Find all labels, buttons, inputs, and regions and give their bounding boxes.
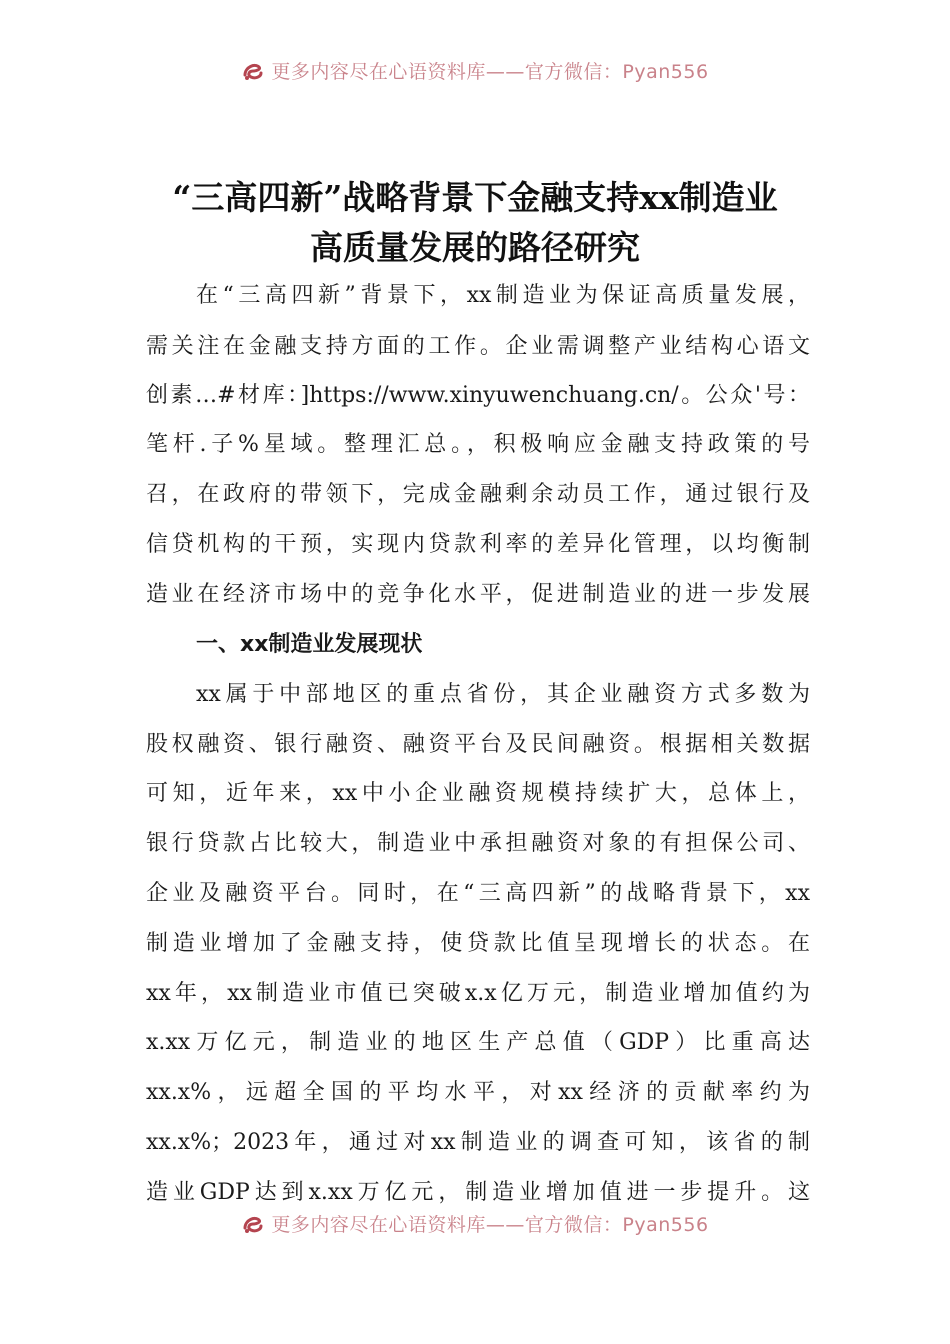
text-line: 企业及融资平台。同时，在“三高四新”的战略背景下，xx [146,881,810,906]
text-line: 制造业增加了金融支持，使贷款比值呈现增长的状态。在 [146,931,810,956]
text-line: 银行贷款占比较大，制造业中承担融资对象的有担保公司、 [146,831,810,856]
text-line: xx.x%，远超全国的平均水平，对xx经济的贡献率约为 [146,1080,810,1105]
text-line: 笔杆.子%星域。整理汇总。，积极响应金融支持政策的号 [146,432,810,457]
text-line: xx年，xx制造业市值已突破x.x亿万元，制造业增加值约为 [146,981,810,1006]
header-watermark [0,53,950,87]
text-line: xx属于中部地区的重点省份，其企业融资方式多数为 [196,682,810,707]
text-line: 创素…#材库：]https://www.xinyuwenchuang.cn/。公众'号： [146,383,810,408]
document-title-line-2: 高质量发展的路径研究 [310,228,640,267]
text-line: 可知，近年来，xx中小企业融资规模持续扩大，总体上， [146,781,810,806]
watermark-text: 更多内容尽在心语资料库——官方微信：Pyan556 [271,1214,709,1236]
text-line: 召，在政府的带领下，完成金融剩余动员工作，通过银行及 [146,482,810,507]
text-line: 造业GDP达到x.xx万亿元，制造业增加值进一步提升。这 [146,1180,810,1205]
document-title-line-1: “三高四新”战略背景下金融支持xx制造业 [172,178,778,217]
text-line: x.xx万亿元，制造业的地区生产总值（GDP）比重高达 [146,1030,810,1055]
s-logo-icon [241,1212,265,1236]
text-line: 在“三高四新”背景下，xx制造业为保证高质量发展， [196,283,810,308]
section-heading: 一、xx制造业发展现状 [196,632,423,657]
text-line: 需关注在金融支持方面的工作。企业需调整产业结构心语文 [146,334,810,359]
text-line: xx.x%；2023年，通过对xx制造业的调查可知，该省的制 [146,1130,810,1155]
text-line: 造业在经济市场中的竞争化水平，促进制造业的进一步发展 [146,582,810,607]
s-logo-icon [241,59,265,83]
watermark-text: 更多内容尽在心语资料库——官方微信：Pyan556 [271,61,709,83]
text-line: 股权融资、银行融资、融资平台及民间融资。根据相关数据 [146,732,810,757]
footer-watermark [0,1206,950,1240]
text-line: 信贷机构的干预，实现内贷款利率的差异化管理，以均衡制 [146,532,810,557]
